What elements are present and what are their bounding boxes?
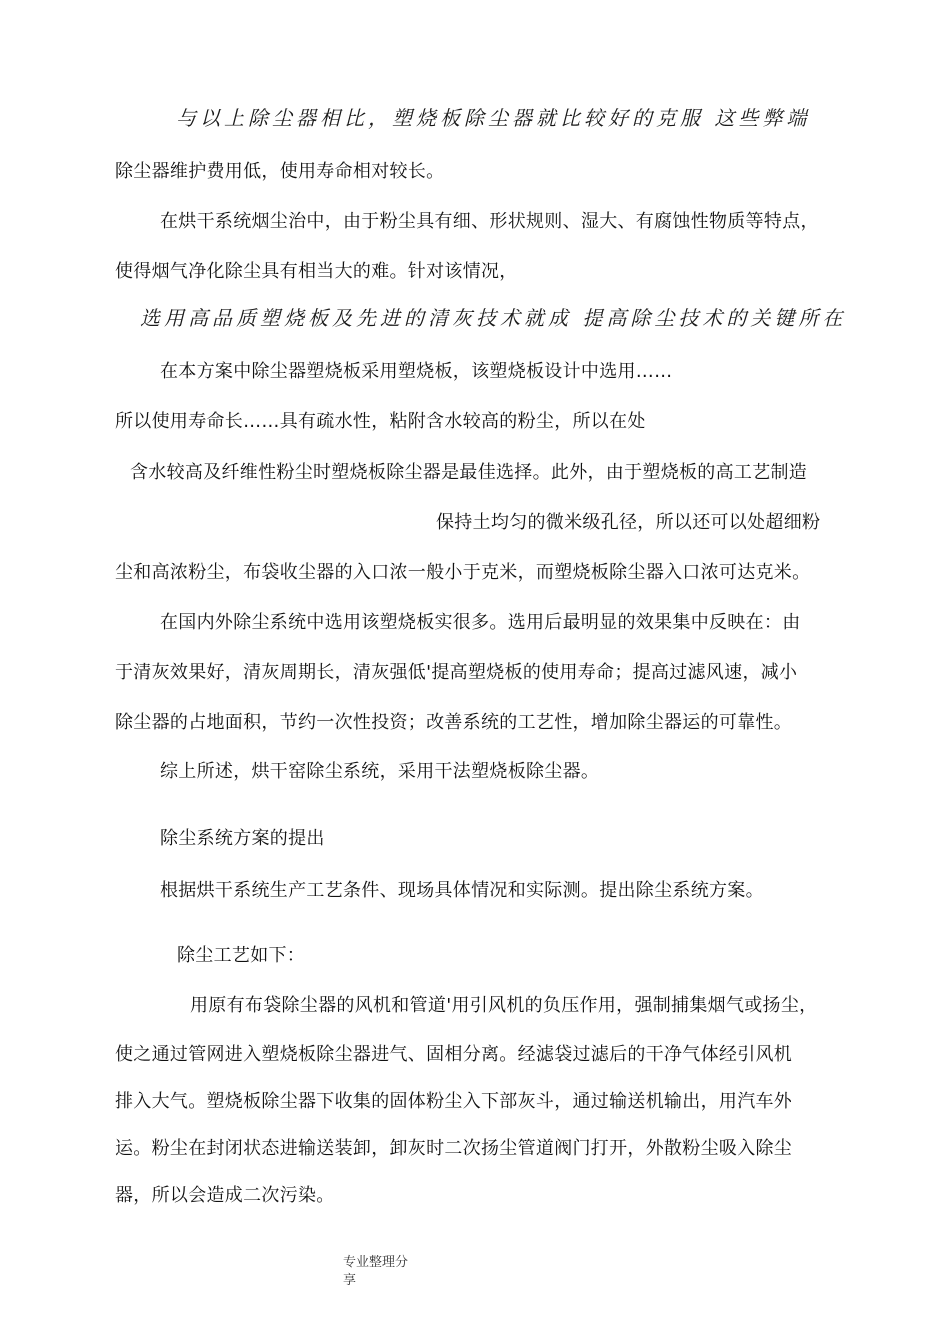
paragraph-line: 在国内外除尘系统中选用该塑烧板实很多。选用后最明显的效果集中反映在：由 bbox=[160, 612, 801, 633]
paragraph-line: 使得烟气净化除尘具有相当大的难。针对该情况， bbox=[115, 261, 518, 282]
paragraph-line: 含水较高及纤维性粉尘时塑烧板除尘器是最佳选择。此外，由于塑烧板的高工艺制造 bbox=[130, 462, 808, 483]
paragraph-line: 使之通过管网进入塑烧板除尘器进气、固相分离。经滤袋过滤后的干净气体经引风机 bbox=[115, 1044, 793, 1065]
paragraph-line: 根据烘干系统生产工艺条件、现场具体情况和实际测。提出除尘系统方案。 bbox=[160, 880, 764, 901]
footer-text-line-2: 享 bbox=[343, 1273, 357, 1288]
paragraph-line: 排入大气。塑烧板除尘器下收集的固体粉尘入下部灰斗，通过输送机输出，用汽车外 bbox=[115, 1091, 793, 1112]
paragraph-line: 于清灰效果好，清灰周期长，清灰强低'提高塑烧板的使用寿命；提高过滤风速，减小 bbox=[115, 662, 798, 683]
paragraph-line: 除尘器的占地面积，节约一次性投资；改善系统的工艺性，增加除尘器运的可靠性。 bbox=[115, 712, 793, 733]
paragraph-line: 综上所述，烘干窑除尘系统，采用干法塑烧板除尘器。 bbox=[160, 761, 600, 782]
paragraph-line: 器，所以会造成二次污染。 bbox=[115, 1185, 335, 1206]
paragraph-line: 运。粉尘在封闭状态进输送装卸，卸灰时二次扬尘管道阀门打开，外散粉尘吸入除尘 bbox=[115, 1138, 793, 1159]
handwritten-line-2: 选用高品质塑烧板及先进的清灰技术就成 提高除尘技术的关键所在 bbox=[140, 306, 847, 330]
paragraph-line: 用原有布袋除尘器的风机和管道'用引风机的负压作用，强制捕集烟气或扬尘， bbox=[190, 995, 818, 1016]
paragraph-line: 尘和高浓粉尘，布袋收尘器的入口浓一般小于克米，而塑烧板除尘器入口浓可达克米。 bbox=[115, 562, 811, 583]
paragraph-line: 除尘器维护费用低，使用寿命相对较长。 bbox=[115, 161, 445, 182]
paragraph-line: 所以使用寿命长……具有疏水性，粘附含水较高的粉尘，所以在处 bbox=[115, 411, 646, 432]
handwritten-line-1: 与以上除尘器相比，塑烧板除尘器就比较好的克服 这些弊端 bbox=[176, 106, 811, 130]
paragraph-line: 在本方案中除尘器塑烧板采用塑烧板，该塑烧板设计中选用…… bbox=[160, 361, 673, 382]
section-heading: 除尘系统方案的提出 bbox=[160, 828, 325, 849]
paragraph-line: 在烘干系统烟尘治中，由于粉尘具有细、形状规则、湿大、有腐蚀性物质等特点， bbox=[160, 211, 819, 232]
paragraph-line: 保持土均匀的微米级孔径，所以还可以处超细粉 bbox=[436, 512, 821, 533]
paragraph-line: 除尘工艺如下： bbox=[177, 945, 306, 966]
footer-text-line-1: 专业整理分 bbox=[343, 1255, 409, 1270]
